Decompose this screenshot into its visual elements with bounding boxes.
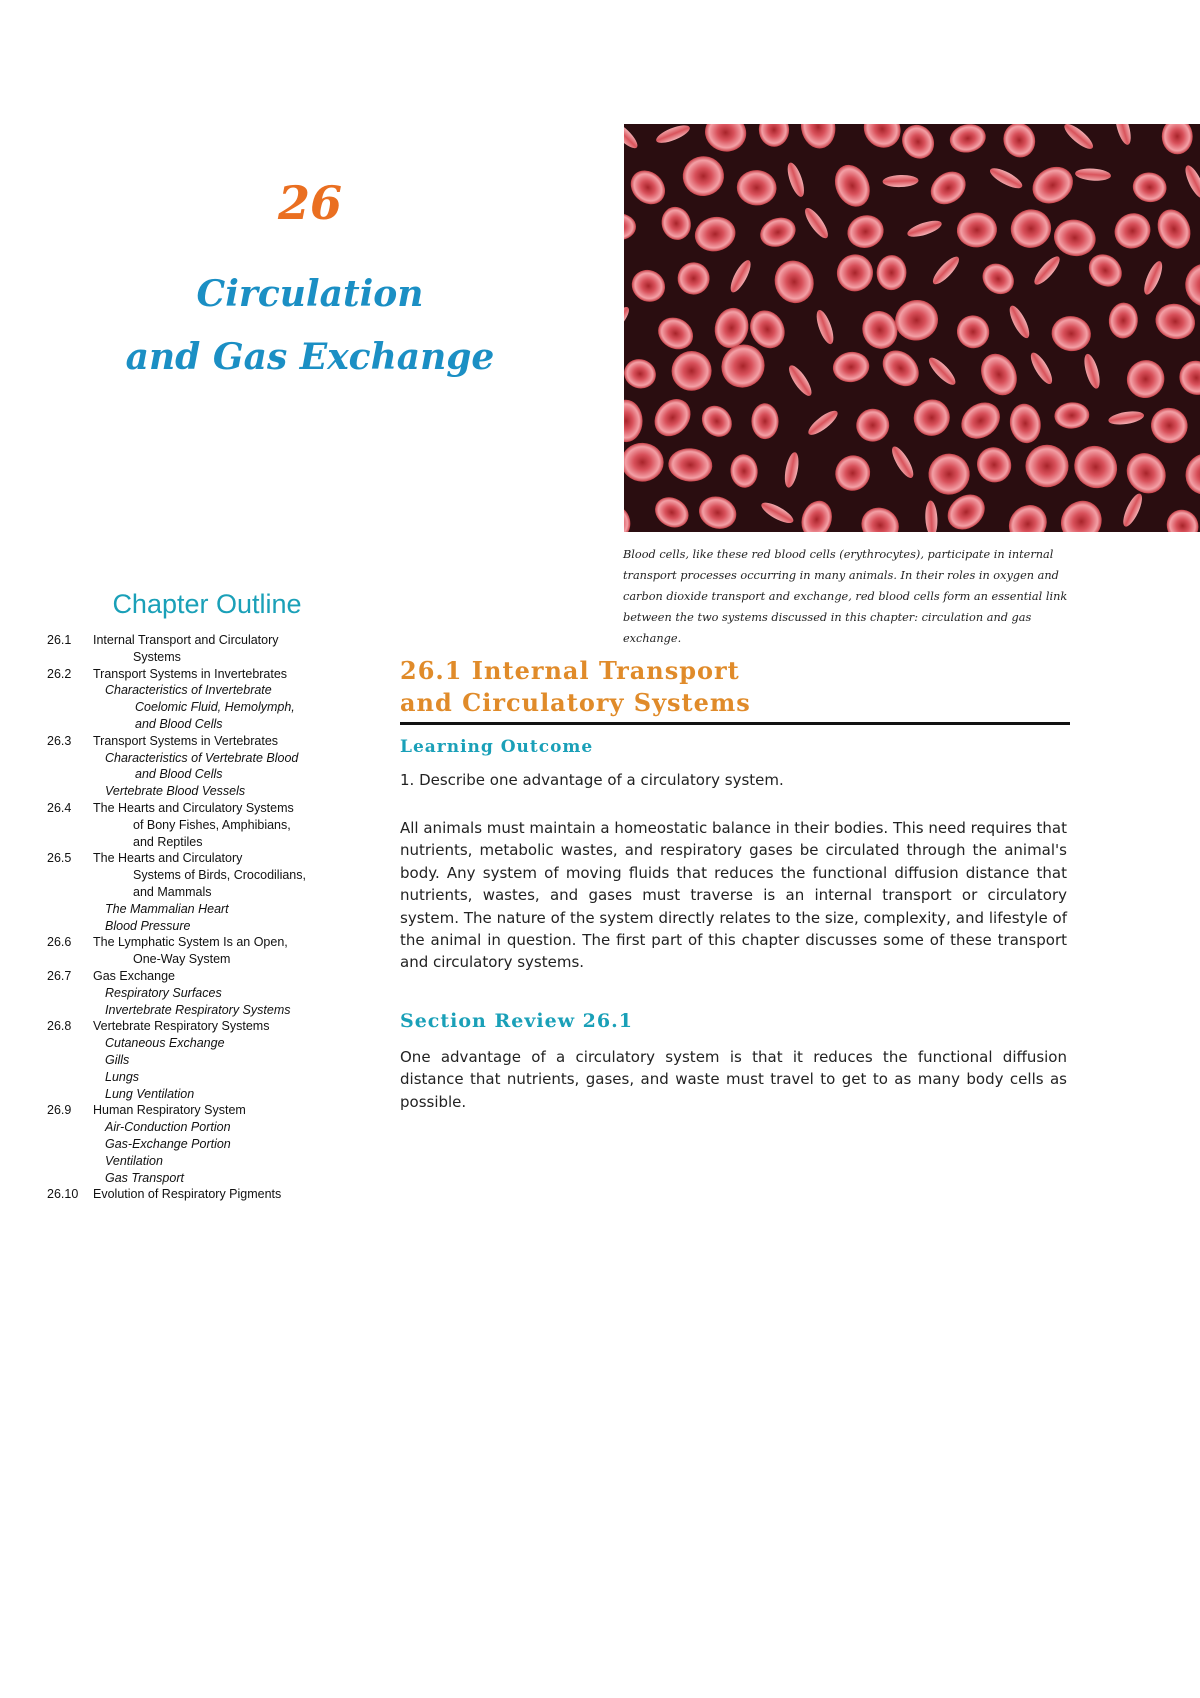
outline-entry-number: 26.7 bbox=[47, 968, 72, 983]
learning-outcome-item: 1. Describe one advantage of a circulatory system. bbox=[400, 771, 784, 789]
section-title-line2: and Circulatory Systems bbox=[400, 688, 751, 717]
section-title-line1: 26.1 Internal Transport bbox=[400, 656, 740, 685]
outline-entry-title-continued: Systems of Birds, Crocodilians, bbox=[133, 868, 306, 883]
section-review-text: One advantage of a circulatory system is that it reduces the functional diffusion distance that nutrients, gases, and waste must travel to get to as many body cells as possible. bbox=[400, 1048, 1067, 1111]
section-divider bbox=[400, 722, 1070, 725]
outline-subentry: Gills bbox=[105, 1052, 130, 1067]
chapter-outline bbox=[47, 589, 367, 1203]
outline-subentry: Invertebrate Respiratory Systems bbox=[105, 1002, 291, 1017]
chapter-number: 26 bbox=[277, 176, 342, 230]
outline-entry-title-continued: of Bony Fishes, Amphibians, bbox=[133, 817, 291, 832]
outline-entry-title-continued: One-Way System bbox=[133, 952, 231, 967]
blood-cell bbox=[1025, 445, 1068, 488]
outline-entry bbox=[47, 850, 367, 900]
outline-entry-title-continued: and Mammals bbox=[133, 884, 212, 899]
blood-cells-illustration bbox=[624, 124, 1200, 532]
outline-entry-title: Gas Exchange bbox=[93, 968, 175, 983]
outline-entry-title: Transport Systems in Invertebrates bbox=[93, 666, 288, 681]
outline-subentry-continued: Coelomic Fluid, Hemolymph, bbox=[135, 700, 295, 715]
outline-subentry: Lungs bbox=[105, 1069, 140, 1084]
outline-entry-number: 26.6 bbox=[47, 935, 72, 950]
red-blood-cells-photo bbox=[624, 124, 1200, 532]
outline-entry-title: Evolution of Respiratory Pigments bbox=[93, 1187, 282, 1202]
outline-subentry: Gas-Exchange Portion bbox=[105, 1136, 231, 1151]
outline-entry-title: Human Respiratory System bbox=[93, 1103, 246, 1118]
outline-entry-number: 26.2 bbox=[47, 666, 72, 681]
outline-entry-title: The Hearts and Circulatory bbox=[93, 851, 243, 866]
outline-entry bbox=[47, 1018, 367, 1035]
outline-subentry: Respiratory Surfaces bbox=[105, 985, 222, 1000]
outline-entry bbox=[47, 1102, 367, 1119]
outline-subentry: Ventilation bbox=[105, 1153, 163, 1168]
outline-entry-title: Transport Systems in Vertebrates bbox=[93, 733, 279, 748]
outline-subentry: Characteristics of Invertebrate bbox=[105, 683, 272, 698]
outline-entry bbox=[47, 733, 367, 750]
outline-subentry: Gas Transport bbox=[105, 1170, 184, 1185]
outline-entry-title-continued: and Reptiles bbox=[133, 834, 203, 849]
section-title bbox=[400, 655, 1070, 719]
outline-entry-number: 26.10 bbox=[47, 1187, 79, 1202]
outline-entry-number: 26.1 bbox=[47, 633, 72, 647]
outline-subentry: Vertebrate Blood Vessels bbox=[105, 784, 246, 799]
outline-entry bbox=[47, 632, 367, 666]
outline-entry-number: 26.5 bbox=[47, 851, 72, 866]
outline-entry-number: 26.3 bbox=[47, 733, 72, 748]
outline-entry-title: Vertebrate Respiratory Systems bbox=[93, 1019, 270, 1034]
outline-entry-title: Internal Transport and Circulatory bbox=[93, 633, 279, 647]
outline-entry-number: 26.9 bbox=[47, 1103, 72, 1118]
outline-subentry-continued: and Blood Cells bbox=[135, 716, 223, 731]
outline-entry bbox=[47, 934, 367, 968]
chapter-outline-list bbox=[47, 632, 367, 1203]
outline-subentry: Cutaneous Exchange bbox=[105, 1036, 225, 1051]
outline-subentry: Lung Ventilation bbox=[105, 1086, 195, 1101]
outline-entry bbox=[47, 968, 367, 985]
outline-entry-title: The Lymphatic System Is an Open, bbox=[93, 935, 288, 950]
outline-entry-number: 26.4 bbox=[47, 800, 72, 815]
chapter-title-line2: and Gas Exchange bbox=[125, 336, 495, 378]
outline-entry bbox=[47, 800, 367, 850]
outline-entry-title: The Hearts and Circulatory Systems bbox=[93, 800, 294, 815]
outline-subentry: The Mammalian Heart bbox=[105, 901, 229, 916]
outline-subentry-continued: and Blood Cells bbox=[135, 767, 223, 782]
chapter-outline-heading: Chapter Outline bbox=[112, 589, 302, 619]
chapter-title-line1: Circulation bbox=[196, 273, 424, 315]
outline-entry-number: 26.8 bbox=[47, 1019, 72, 1034]
section-body-paragraph: All animals must maintain a homeostatic balance in their bodies. This need requires that nutrients, metabolic wastes, and respiratory gases be circulated through the animal's body. Any system of moving fluids that reduces the functional diffusion distance that nutrients, wastes, and gases must traverse is an internal transport or circulatory system. The nature of the system directly relates to the size, complexity, and lifestyle of the animal in question. The first part of this chapter discusses some of these transport and circulatory systems. bbox=[400, 819, 1067, 972]
outline-subentry: Characteristics of Vertebrate Blood bbox=[105, 750, 299, 765]
outline-entry bbox=[47, 1186, 367, 1203]
chapter-title bbox=[100, 263, 520, 389]
figure-caption: Blood cells, like these red blood cells (erythrocytes), participate in internal transport processes occurring in many animals. In their roles in oxygen and carbon dioxide transport and exchange, red blood cells form an essential link between the two systems discussed in this chapter: circulation and gas exchange. bbox=[623, 548, 1068, 645]
section-review-heading: Section Review 26.1 bbox=[400, 1010, 633, 1032]
outline-subentry: Air-Conduction Portion bbox=[105, 1120, 231, 1135]
outline-subentry: Blood Pressure bbox=[105, 918, 191, 933]
outline-entry bbox=[47, 666, 367, 683]
outline-entry-title-continued: Systems bbox=[133, 649, 181, 664]
learning-outcome-heading: Learning Outcome bbox=[400, 737, 594, 757]
